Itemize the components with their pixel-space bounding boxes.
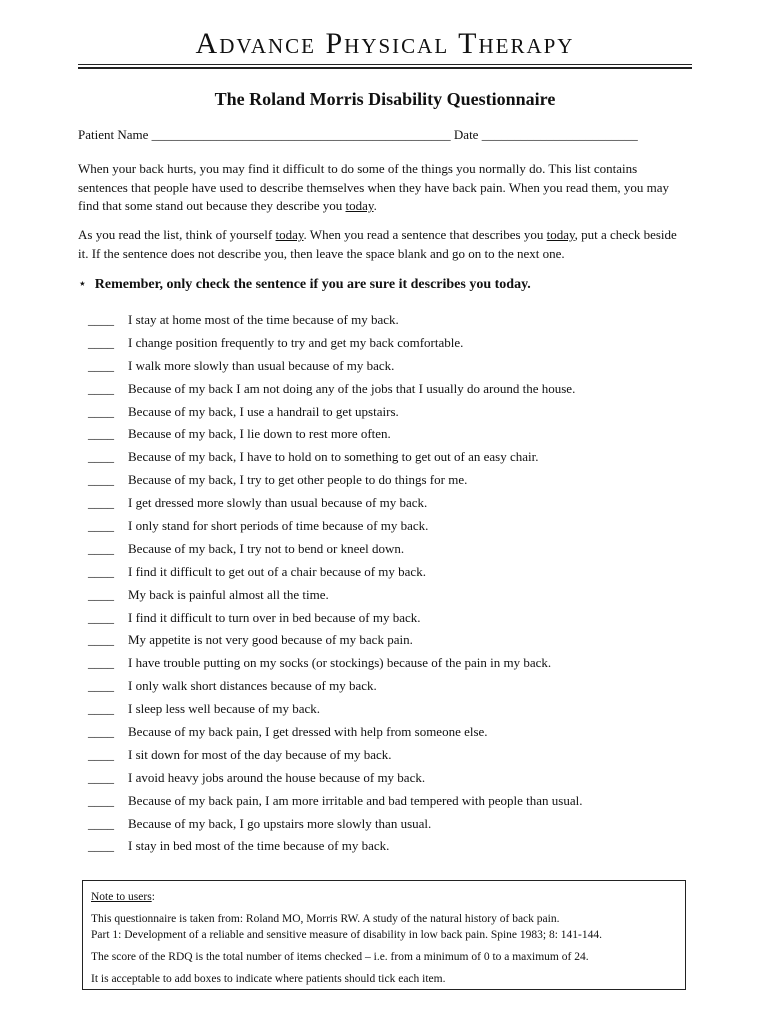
item-text: I change position frequently to try and get my back comfortable. bbox=[128, 334, 464, 350]
note-heading-colon: : bbox=[151, 891, 155, 903]
questionnaire-item bbox=[88, 813, 698, 836]
questionnaire-item bbox=[88, 721, 698, 744]
item-text: My back is painful almost all the time. bbox=[128, 586, 329, 602]
reminder-text: Remember, only check the sentence if you are sure it describes you today. bbox=[94, 277, 531, 292]
note-line-2: Part 1: Development of a reliable and sensitive measure of disability in low back pain. Spine 1983; 8: 141-144. bbox=[91, 929, 602, 941]
intro-p1-text: When your back hurts, you may find it difficult to do some of the things you normally do. This list contains sentences that people have used to describe themselves when they have back pain. When you read them, you may find that some stand out because they describe you bbox=[78, 161, 670, 213]
intro-paragraph-2 bbox=[78, 226, 690, 263]
check-blank[interactable]: ____ bbox=[88, 380, 114, 396]
check-blank[interactable]: ____ bbox=[88, 449, 114, 465]
check-blank[interactable]: ____ bbox=[88, 334, 114, 350]
intro-p2-text-c: , put a check beside it. If the sentence does not describe you, then leave the space blank and go on to the next one. bbox=[78, 227, 677, 261]
questionnaire-item bbox=[88, 423, 698, 446]
questionnaire-item bbox=[88, 355, 698, 378]
questionnaire-item bbox=[88, 538, 698, 561]
check-blank[interactable]: ____ bbox=[88, 540, 114, 556]
item-text: I stay at home most of the time because of my back. bbox=[128, 312, 399, 327]
intro-p1-end: . bbox=[373, 198, 377, 213]
item-text: Because of my back, I try to get other people to do things for me. bbox=[128, 472, 468, 488]
check-blank[interactable]: ____ bbox=[88, 815, 114, 831]
questionnaire-item bbox=[88, 767, 698, 790]
document-title: The Roland Morris Disability Questionnaire bbox=[214, 89, 556, 109]
item-text: Because of my back, I lie down to rest more often. bbox=[128, 426, 391, 442]
item-text: I sit down for most of the day because of my back. bbox=[128, 746, 392, 762]
header-rule-thick bbox=[78, 67, 692, 69]
item-text: I only walk short distances because of my back. bbox=[128, 678, 377, 694]
check-blank[interactable]: ____ bbox=[88, 312, 114, 327]
questionnaire-item bbox=[88, 584, 698, 607]
date-field[interactable]: ________________________ bbox=[481, 127, 638, 142]
check-blank[interactable]: ____ bbox=[88, 495, 114, 511]
questionnaire-item bbox=[88, 607, 698, 630]
intro-p2-text-a: As you read the list, think of yourself bbox=[78, 227, 276, 242]
check-blank[interactable]: ____ bbox=[88, 563, 114, 579]
questionnaire-item bbox=[88, 469, 698, 492]
check-blank[interactable]: ____ bbox=[88, 746, 114, 762]
item-text: Because of my back pain, I am more irritable and bad tempered with people than usual. bbox=[128, 792, 583, 808]
check-blank[interactable]: ____ bbox=[88, 357, 114, 373]
item-text: I walk more slowly than usual because of my back. bbox=[128, 357, 395, 373]
questionnaire-item bbox=[88, 675, 698, 698]
intro-paragraph-1 bbox=[78, 160, 690, 216]
check-blank[interactable]: ____ bbox=[88, 632, 114, 648]
questionnaire-item bbox=[88, 744, 698, 767]
item-text: I sleep less well because of my back. bbox=[128, 701, 321, 717]
header-rule-thin bbox=[78, 64, 692, 65]
questionnaire-item bbox=[88, 332, 698, 355]
item-text: I get dressed more slowly than usual because of my back. bbox=[128, 495, 428, 511]
note-box bbox=[82, 880, 686, 990]
questionnaire-item bbox=[88, 561, 698, 584]
check-blank[interactable]: ____ bbox=[88, 724, 114, 740]
check-blank[interactable]: ____ bbox=[88, 609, 114, 625]
questionnaire-item bbox=[88, 698, 698, 721]
questionnaire-item bbox=[88, 790, 698, 813]
patient-fields bbox=[78, 126, 698, 144]
check-blank[interactable]: ____ bbox=[88, 792, 114, 808]
note-line-4: It is acceptable to add boxes to indicate where patients should tick each item. bbox=[91, 973, 446, 985]
questionnaire-item bbox=[88, 446, 698, 469]
check-blank[interactable]: ____ bbox=[88, 472, 114, 488]
item-text: Because of my back, I try not to bend or kneel down. bbox=[128, 540, 405, 556]
patient-name-label: Patient Name bbox=[78, 127, 149, 142]
item-text: I stay in bed most of the time because of my back. bbox=[128, 838, 390, 854]
item-text: Because of my back, I go upstairs more slowly than usual. bbox=[128, 815, 432, 831]
item-text: Because of my back, I have to hold on to something to get out of an easy chair. bbox=[128, 449, 539, 465]
date-label: Date bbox=[453, 127, 479, 142]
note-line-1: This questionnaire is taken from: Roland MO, Morris RW. A study of the natural history of back pain. bbox=[91, 913, 560, 925]
intro-p2-today-1: today bbox=[275, 227, 304, 242]
item-text: I have trouble putting on my socks (or stockings) because of the pain in my back. bbox=[128, 655, 552, 671]
star-icon: ⋆ bbox=[78, 277, 87, 292]
questionnaire-item bbox=[88, 629, 698, 652]
patient-name-field[interactable]: ______________________________________________ bbox=[151, 127, 451, 142]
questionnaire-item bbox=[88, 835, 698, 858]
item-text: Because of my back pain, I get dressed with help from someone else. bbox=[128, 724, 488, 740]
item-text: I only stand for short periods of time because of my back. bbox=[128, 518, 429, 534]
questionnaire-item bbox=[88, 492, 698, 515]
item-text: Because of my back I am not doing any of the jobs that I usually do around the house. bbox=[128, 380, 576, 396]
organization-name: Advance Physical Therapy bbox=[195, 27, 575, 60]
check-blank[interactable]: ____ bbox=[88, 838, 114, 854]
intro-p2-text-b: . When you read a sentence that describes you bbox=[303, 227, 547, 242]
item-text: I find it difficult to get out of a chair because of my back. bbox=[128, 563, 426, 579]
check-blank[interactable]: ____ bbox=[88, 586, 114, 602]
note-heading: Note to users bbox=[91, 891, 152, 903]
check-blank[interactable]: ____ bbox=[88, 769, 114, 785]
check-blank[interactable]: ____ bbox=[88, 518, 114, 534]
intro-p1-today: today bbox=[345, 198, 374, 213]
note-line-3: The score of the RDQ is the total number of items checked – i.e. from a minimum of 0 to a maximum of 24. bbox=[91, 951, 589, 963]
intro-p2-today-2: today bbox=[546, 227, 575, 242]
item-text: Because of my back, I use a handrail to get upstairs. bbox=[128, 403, 399, 419]
reminder bbox=[78, 275, 531, 295]
questionnaire-item bbox=[88, 401, 698, 424]
item-text: I find it difficult to turn over in bed because of my back. bbox=[128, 609, 421, 625]
questionnaire-items bbox=[88, 309, 698, 858]
questionnaire-item bbox=[88, 652, 698, 675]
questionnaire-item bbox=[88, 515, 698, 538]
item-text: My appetite is not very good because of my back pain. bbox=[128, 632, 413, 648]
item-text: I avoid heavy jobs around the house because of my back. bbox=[128, 769, 426, 785]
check-blank[interactable]: ____ bbox=[88, 678, 114, 694]
check-blank[interactable]: ____ bbox=[88, 701, 114, 717]
questionnaire-item bbox=[88, 309, 698, 332]
check-blank[interactable]: ____ bbox=[88, 655, 114, 671]
check-blank[interactable]: ____ bbox=[88, 426, 114, 442]
questionnaire-item bbox=[88, 378, 698, 401]
check-blank[interactable]: ____ bbox=[88, 403, 114, 419]
